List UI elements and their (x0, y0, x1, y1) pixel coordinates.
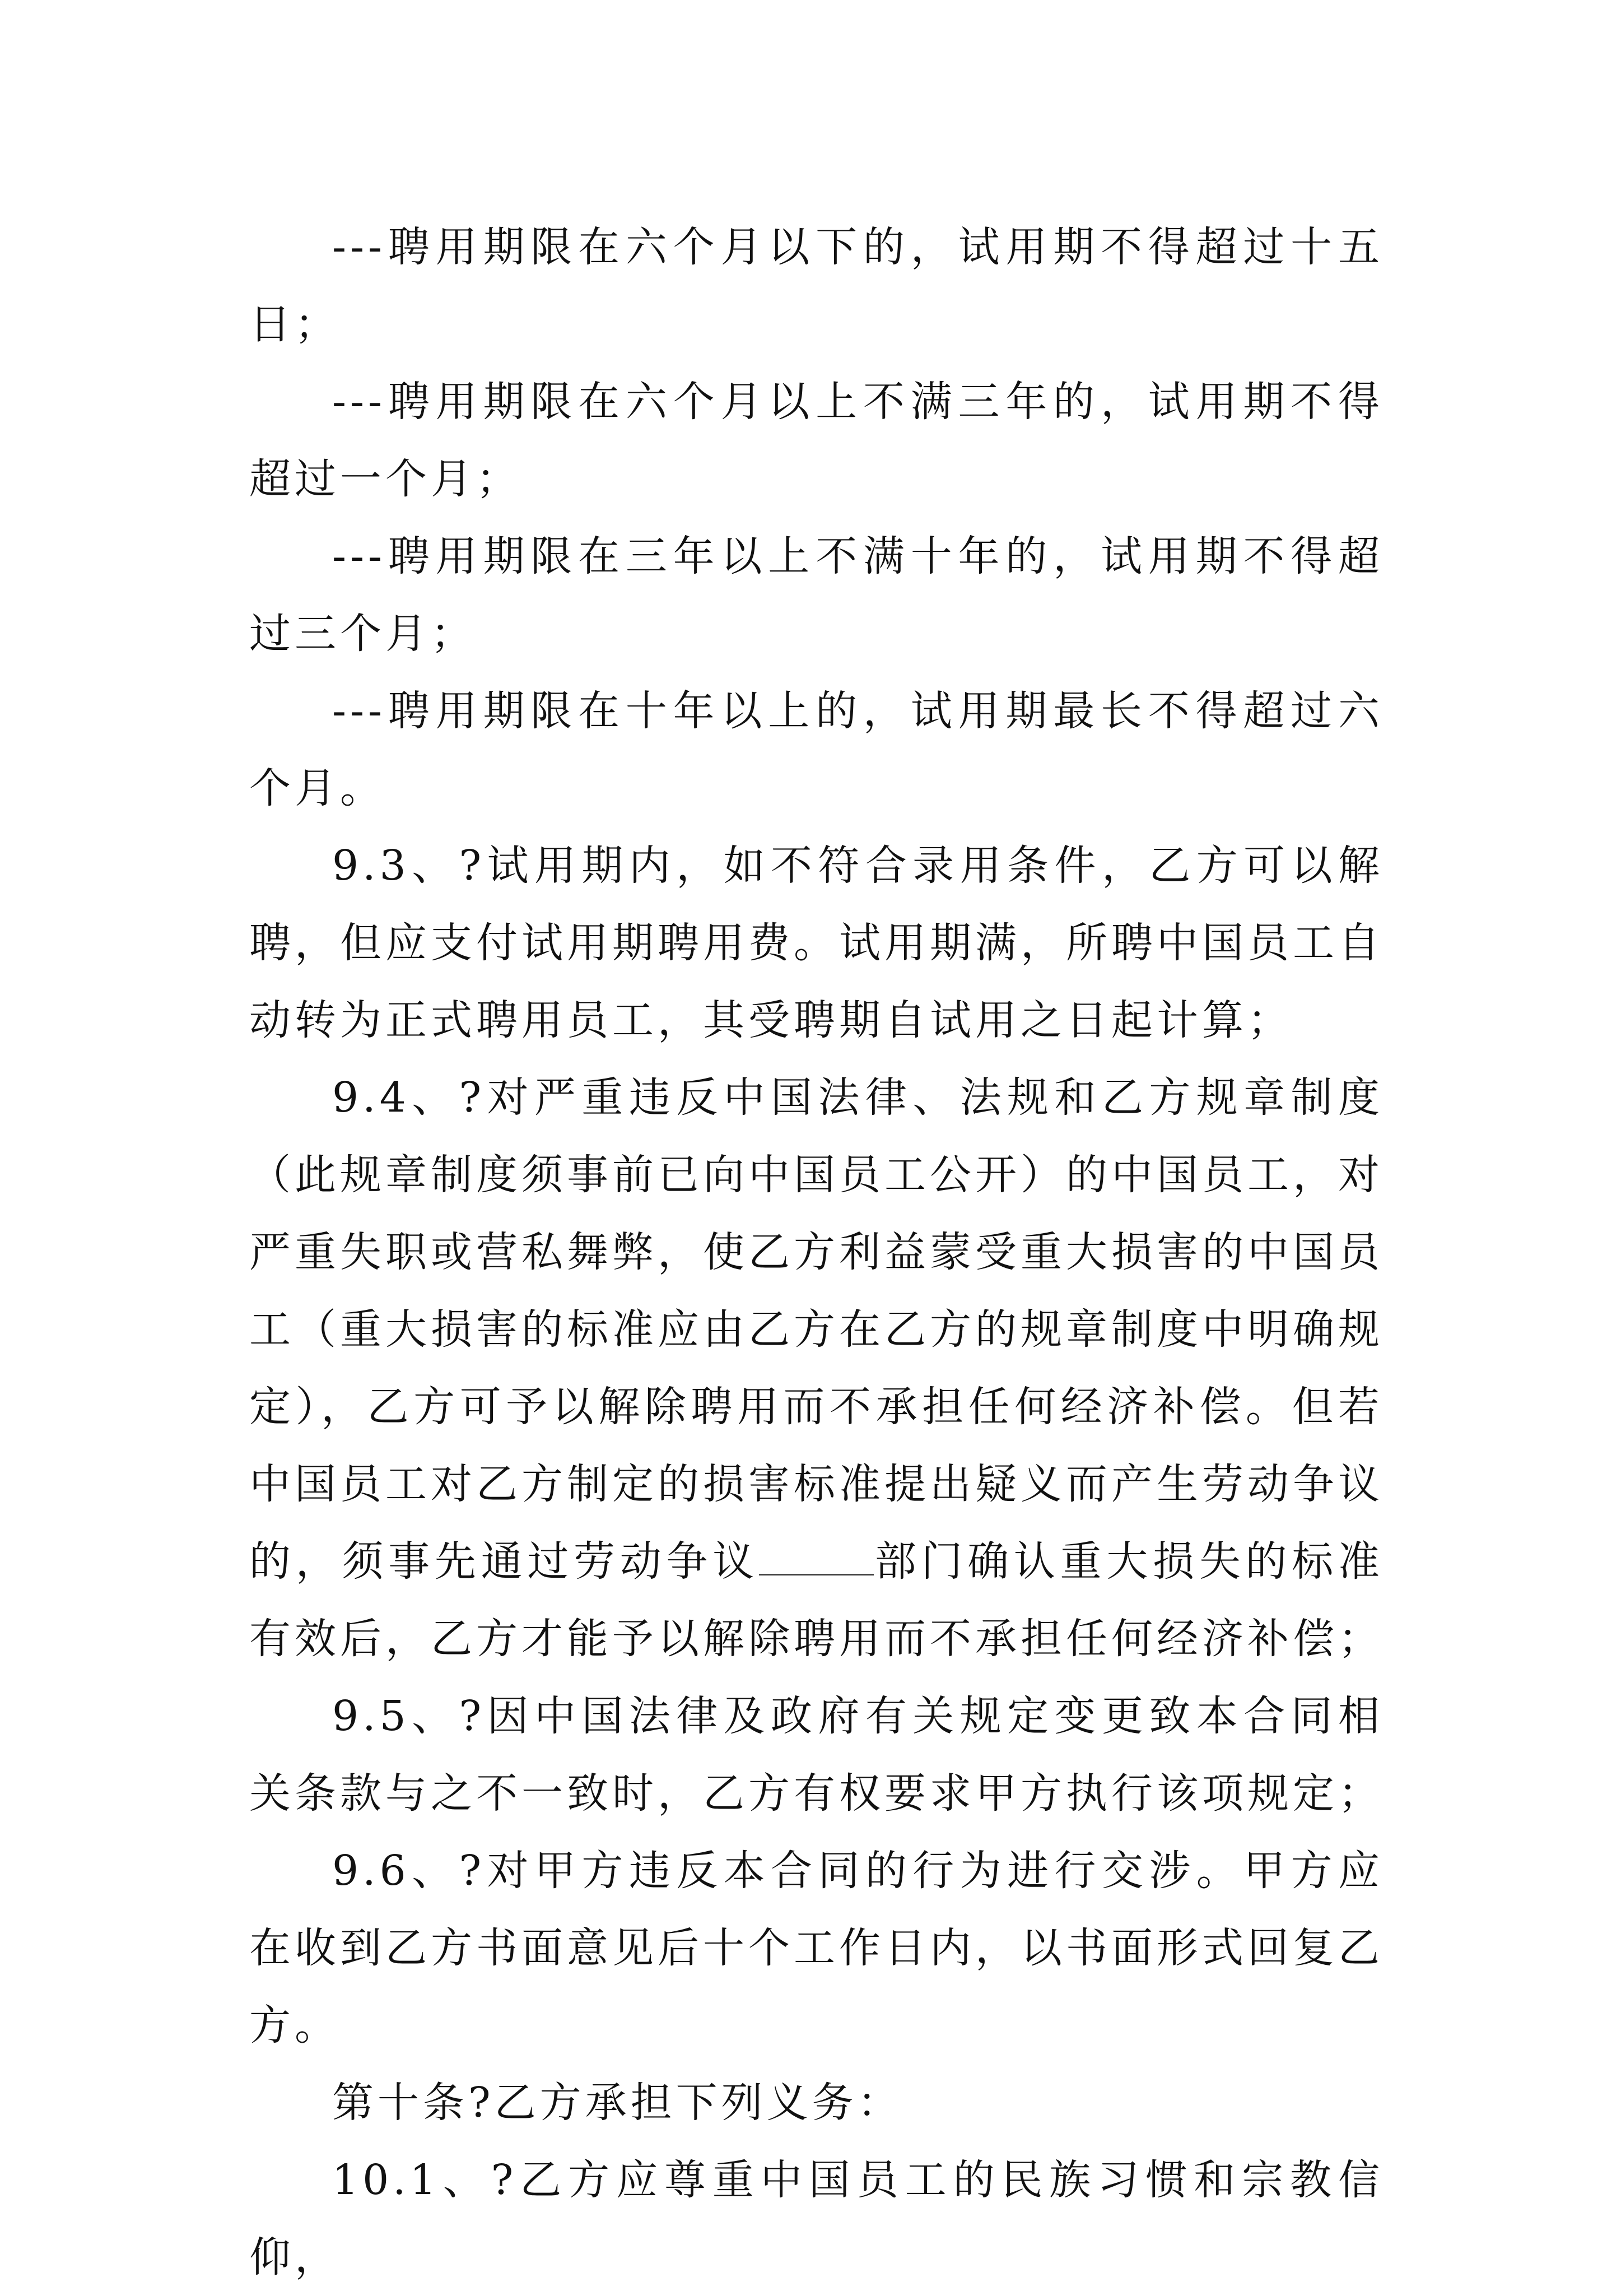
paragraph-probation-three-to-ten-years: ---聘用期限在三年以上不满十年的，试用期不得超过三个月； (249, 532, 1384, 658)
paragraph-article-10-heading: 第十条?乙方承担下列义务： (332, 2079, 903, 2127)
paragraph-probation-over-ten-years: ---聘用期限在十年以上的，试用期最长不得超过六个月。 (249, 687, 1384, 812)
document-body (249, 208, 1384, 2296)
paragraph-clause-9-3: 9.3、?试用期内，如不符合录用条件，乙方可以解聘，但应支付试用期聘用费。试用期满，所聘中国员工自动转为正式聘用员工，其受聘期自试用之日起计算； (249, 842, 1384, 1044)
paragraph-clause-10-1: 10.1、?乙方应尊重中国员工的民族习惯和宗教信仰， (249, 2156, 1384, 2281)
paragraph-clause-9-5: 9.5、?因中国法律及政府有关规定变更致本合同相关条款与之不一致时，乙方有权要求甲方执行该项规定； (249, 1692, 1384, 1818)
clause-9-4-text-after-blank: 部门确认重大损失的标准有效后，乙方才能予以解除聘用而不承担任何经济补偿； (249, 1537, 1384, 1663)
paragraph-clause-9-4 (249, 1059, 1384, 1677)
paragraph-clause-9-6: 9.6、?对甲方违反本合同的行为进行交涉。甲方应在收到乙方书面意见后十个工作日内，以书面形式回复乙方。 (249, 1847, 1384, 2049)
paragraph-probation-six-months-to-three-years: ---聘用期限在六个月以上不满三年的，试用期不得超过一个月； (249, 378, 1384, 503)
paragraph-probation-under-six-months: ---聘用期限在六个月以下的，试用期不得超过十五日； (249, 223, 1384, 348)
fill-in-blank (759, 1539, 874, 1575)
clause-9-4-text-before-blank: 9.4、?对严重违反中国法律、法规和乙方规章制度（此规章制度须事前已向中国员工公开）的中国员工，对严重失职或营私舞弊，使乙方利益蒙受重大损害的中国员工（重大损害的标准应由乙方在乙方的规章制度中明确规定），乙方可予以解除聘用而不承担任何经济补偿。但若中国员工对乙方制定的损害标准提出疑义而产生劳动争议的，须事先通过劳动争议 (249, 1073, 1384, 1586)
